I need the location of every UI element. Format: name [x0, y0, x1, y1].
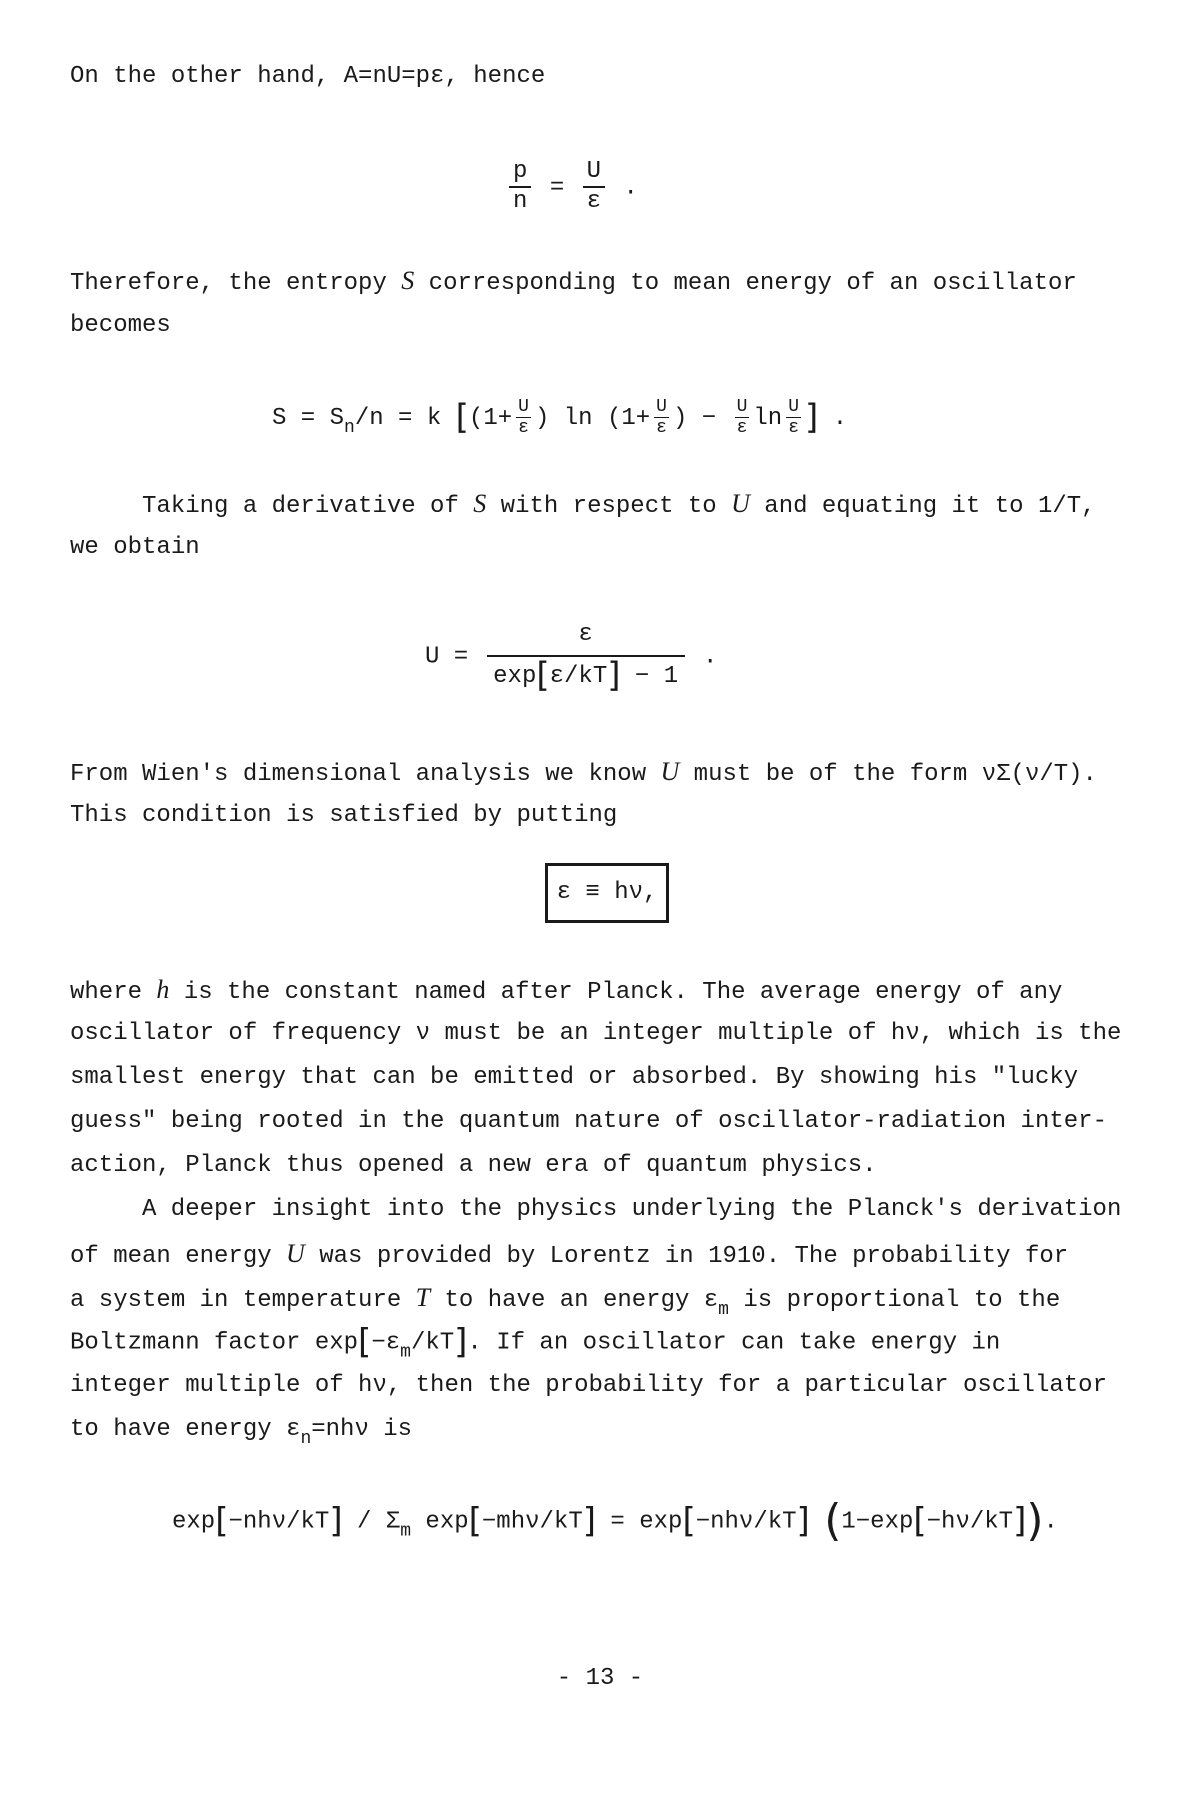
eq-text: 1−exp: [841, 1508, 914, 1536]
subscript: m: [400, 1521, 412, 1542]
equation-p-over-n: [505, 158, 638, 216]
text: is the constant named after Planck. The average energy of any: [169, 979, 1063, 1006]
numerator: U: [788, 397, 800, 417]
period: .: [832, 404, 848, 432]
period: .: [623, 174, 638, 202]
text: with respect to: [486, 493, 732, 520]
text: This condition is satisfied by putting: [70, 802, 618, 829]
text: where: [70, 979, 157, 1006]
text: is proportional to the: [728, 1287, 1061, 1314]
summation-sign: Σ: [385, 1508, 401, 1536]
eq-text: −nhν/kT: [695, 1508, 797, 1536]
numerator: U: [656, 397, 667, 417]
paragraph-line: [70, 1151, 877, 1181]
right-bracket: ]: [329, 1501, 343, 1541]
eq-text: exp: [639, 1508, 683, 1536]
numerator: ε: [487, 615, 685, 657]
math-symbol: U: [286, 1239, 305, 1268]
right-bracket: ]: [582, 1501, 596, 1541]
math-symbol: S: [401, 266, 415, 295]
equals-sign: =: [549, 174, 565, 202]
text: From Wien's dimensional analysis we know: [70, 761, 661, 788]
text: guess" being rooted in the quantum nature of oscillator-radiation inter-: [70, 1108, 1107, 1135]
math-symbol: T: [415, 1283, 431, 1312]
subscript: n: [300, 1429, 312, 1449]
numerator: U: [736, 397, 748, 417]
paragraph-line: [70, 1239, 1068, 1272]
left-bracket: [: [536, 655, 550, 696]
paragraph-line: [70, 1371, 1107, 1401]
eq-text: S = S: [272, 404, 345, 432]
denominator: ε: [788, 418, 800, 438]
eq-text: ε/kT: [549, 663, 608, 690]
page-number: - 13 -: [556, 1665, 644, 1692]
text: was provided by Lorentz in 1910. The probability for: [304, 1243, 1069, 1270]
fraction: [786, 397, 801, 438]
text: a system in temperature: [70, 1287, 416, 1314]
paragraph-line: [70, 1063, 1078, 1093]
eq-text: U =: [425, 643, 469, 671]
text: of mean energy: [70, 1243, 287, 1270]
paragraph-line: [70, 1415, 412, 1454]
eq-text: ln: [753, 404, 783, 432]
left-bracket: [: [682, 1501, 696, 1541]
boxed-equation: ε ≡ hν,: [545, 863, 669, 923]
text: to have energy ε: [70, 1416, 301, 1443]
text: Therefore, the entropy: [70, 270, 402, 297]
eq-text: − 1: [620, 663, 679, 690]
paragraph-line: [142, 489, 1096, 522]
eq-text: /: [342, 1508, 386, 1536]
denominator: n: [513, 188, 528, 215]
text: Taking a derivative of: [142, 493, 474, 520]
paragraph-line: [70, 801, 617, 831]
left-paren: (: [824, 1495, 842, 1546]
equation-mean-energy: [425, 615, 717, 697]
right-bracket: ]: [805, 397, 819, 438]
eq-text: −mhν/kT: [481, 1508, 583, 1536]
paragraph-line: [70, 1107, 1107, 1137]
text: integer multiple of hν, then the probability for a particular oscillator: [70, 1372, 1107, 1399]
denominator: [487, 657, 685, 697]
text: must be of the form νΣ(ν/T).: [679, 761, 1097, 788]
paragraph-line: [70, 1019, 1121, 1049]
eq-text: ) ln (1+: [534, 404, 651, 432]
equation-entropy: [272, 397, 847, 443]
right-bracket: ]: [607, 655, 621, 696]
fraction: [516, 397, 531, 438]
right-paren: ): [1026, 1495, 1044, 1546]
math-symbol: S: [473, 489, 487, 518]
fraction: [654, 397, 669, 438]
paragraph-line: [70, 757, 1097, 790]
text: smallest energy that can be emitted or absorbed. By showing his "lucky: [70, 1064, 1079, 1091]
text: −ε: [371, 1329, 401, 1357]
text: =nhν is: [311, 1416, 413, 1443]
math-symbol: U: [731, 489, 750, 518]
denominator: ε: [736, 418, 748, 438]
text: to have an energy ε: [430, 1287, 719, 1314]
left-bracket: [: [468, 1501, 482, 1541]
paragraph-line: [70, 1283, 1060, 1325]
text: and equating it to 1/T,: [749, 493, 1096, 520]
eq-text: /n = k: [354, 404, 456, 432]
fraction: [583, 158, 605, 216]
fraction: [487, 615, 685, 697]
right-bracket: ]: [454, 1322, 468, 1362]
fraction: [735, 397, 750, 438]
eq-text: −nhν/kT: [228, 1508, 330, 1536]
paragraph-line: [142, 1195, 1121, 1225]
eq-text: exp: [493, 663, 537, 690]
math-symbol: U: [660, 757, 680, 786]
text: corresponding to mean energy of an oscillator: [414, 270, 1077, 297]
period: .: [1043, 1508, 1058, 1536]
eq-text: exp: [425, 1508, 469, 1536]
period: .: [703, 643, 718, 671]
right-bracket: ]: [796, 1501, 810, 1541]
text: action, Planck thus opened a new era of quantum physics.: [70, 1152, 877, 1179]
math-symbol: h: [156, 975, 170, 1004]
text: /kT: [410, 1329, 455, 1357]
paragraph-line: [70, 266, 1077, 299]
paragraph-line: [70, 1322, 1001, 1367]
text: oscillator of frequency ν must be an integer multiple of hν, which is the: [70, 1020, 1122, 1047]
fraction: [509, 158, 531, 216]
paragraph-line: [70, 533, 200, 563]
left-bracket: [: [358, 1322, 372, 1362]
paragraph-line: [70, 311, 171, 341]
left-bracket: [: [455, 397, 469, 438]
text: A deeper insight into the physics underlying the Planck's derivation: [142, 1196, 1122, 1223]
text: we obtain: [70, 534, 200, 561]
denominator: ε: [656, 418, 667, 438]
text: becomes: [70, 312, 171, 339]
numerator: p: [509, 158, 531, 188]
text: Boltzmann factor exp: [70, 1329, 359, 1357]
equals-sign: =: [610, 1508, 640, 1536]
subscript: m: [718, 1300, 729, 1320]
right-bracket: ]: [1013, 1501, 1027, 1541]
subscript: n: [344, 417, 355, 438]
numerator: U: [583, 158, 605, 188]
paragraph-line: [70, 62, 545, 92]
eq-text: exp: [172, 1508, 216, 1536]
eq-text: (1+: [468, 404, 513, 432]
text: . If an oscillator can take energy in: [467, 1329, 1001, 1357]
denominator: ε: [518, 418, 529, 438]
paragraph-line: [70, 975, 1062, 1008]
eq-text: ) −: [672, 404, 731, 432]
denominator: ε: [586, 188, 602, 215]
left-bracket: [: [913, 1501, 927, 1541]
subscript: m: [400, 1342, 411, 1363]
text: On the other hand, A=nU=pε, hence: [70, 63, 546, 90]
equation-probability: [172, 1495, 1058, 1546]
numerator: U: [518, 397, 529, 417]
eq-text: −hν/kT: [926, 1508, 1014, 1536]
left-bracket: [: [215, 1501, 229, 1541]
